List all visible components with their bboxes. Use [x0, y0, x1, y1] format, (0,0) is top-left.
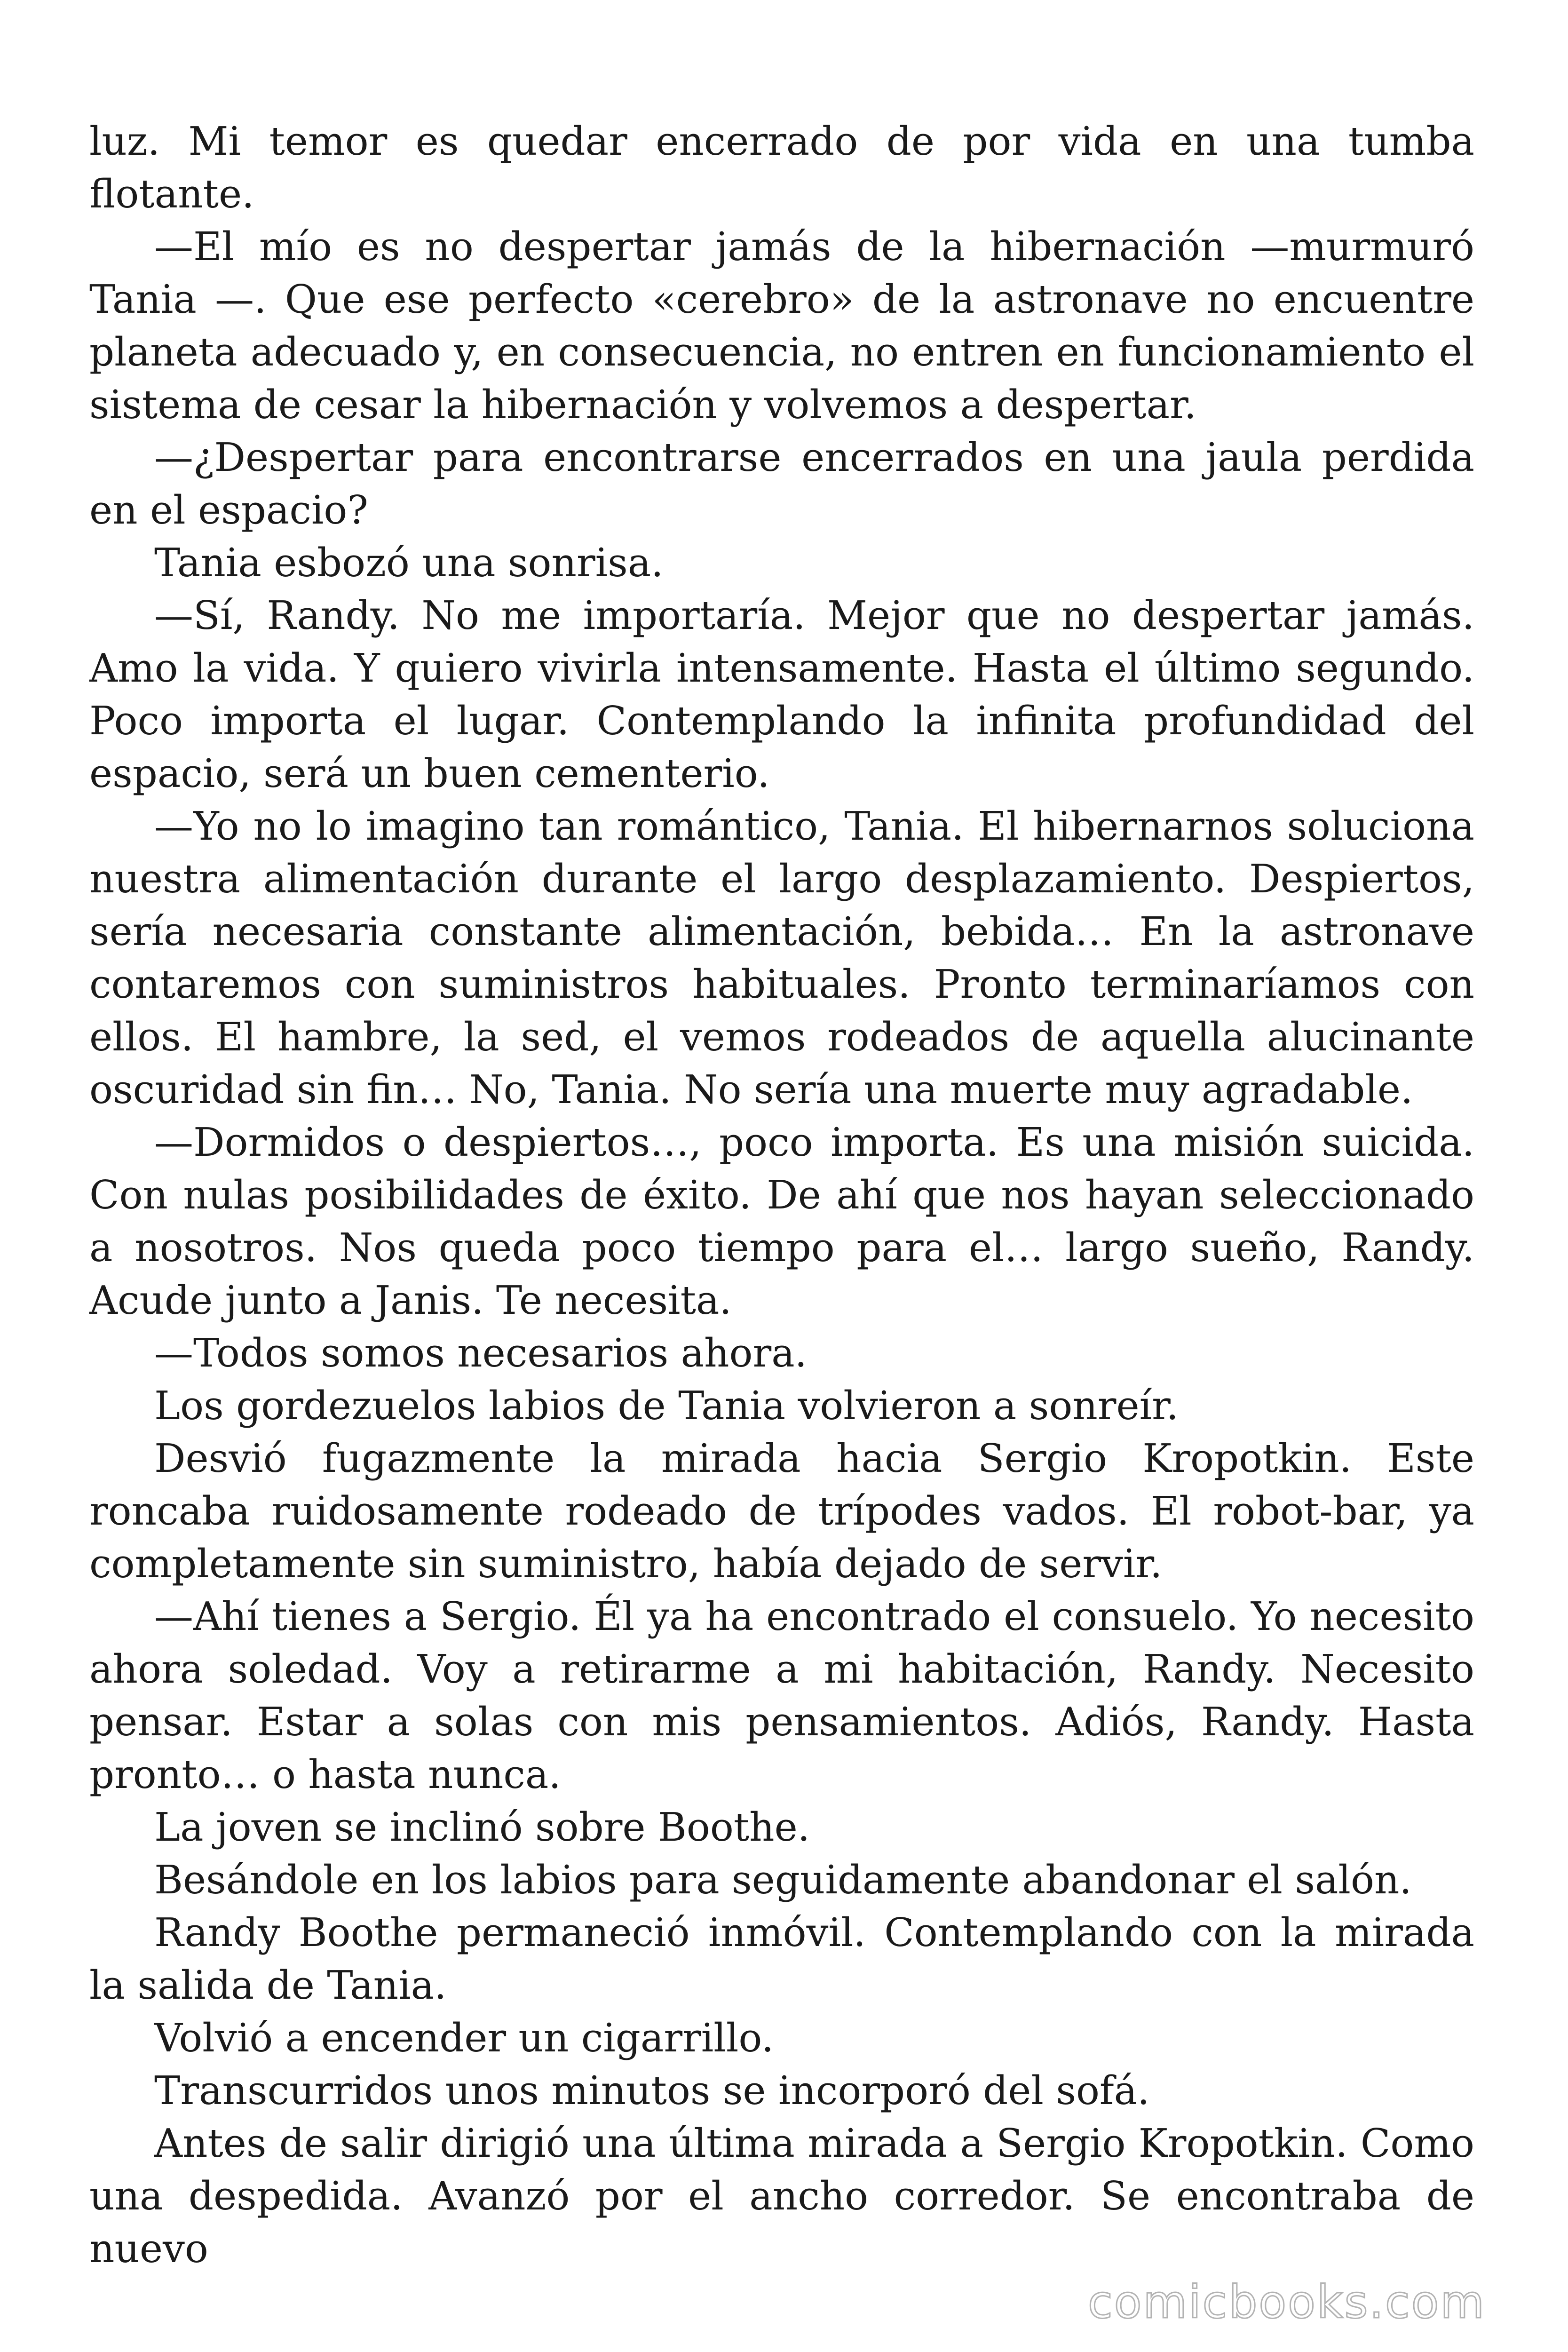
paragraph: Randy Boothe permaneció inmóvil. Contemplando con la mirada la salida de Tania.	[89, 1910, 1474, 2008]
paragraph: —Dormidos o despiertos…, poco importa. Es una misión suicida. Con nulas posibilidades de éxito. De ahí que nos hayan seleccionado a nosotros. Nos queda poco tiempo para el… largo sueño, Randy. Acude junto a Janis. Te necesita.	[89, 1120, 1474, 1323]
paragraph: —Yo no lo imagino tan romántico, Tania. El hibernarnos soluciona nuestra alimentación durante el largo desplazamiento. Despiertos, sería necesaria constante alimentación, bebida… En la astronave contaremos con suministros habituales. Pronto terminaríamos con ellos. El hambre, la sed, el vemos rodeados de aquella alucinante oscuridad sin fin… No, Tania. No sería una muerte muy agradable.	[89, 803, 1474, 1112]
paragraph: Desvió fugazmente la mirada hacia Sergio Kropotkin. Este roncaba ruidosamente rodeado de trípodes vados. El robot-bar, ya completamente sin suministro, había dejado de servir.	[89, 1436, 1474, 1587]
paragraph: —Todos somos necesarios ahora.	[154, 1330, 808, 1376]
paragraph: Los gordezuelos labios de Tania volvieron a sonreír.	[154, 1383, 1179, 1429]
paragraph: Transcurridos unos minutos se incorporó del sofá.	[154, 2068, 1150, 2114]
paragraph: La joven se inclinó sobre Boothe.	[154, 1804, 810, 1850]
paragraph: —Sí, Randy. No me importaría. Mejor que no despertar jamás. Amo la vida. Y quiero vivirla intensamente. Hasta el último segundo. Poco importa el lugar. Contemplando la infinita profundidad del espacio, será un buen cementerio.	[89, 593, 1474, 796]
paragraph: —El mío es no despertar jamás de la hibernación —murmuró Tania —. Que ese perfecto «cerebro» de la astronave no encuentre planeta adecuado y, en consecuencia, no entren en funcionamiento el sistema de cesar la hibernación y volvemos a despertar.	[89, 224, 1474, 428]
watermark: comicbooks.com	[1087, 2276, 1486, 2328]
paragraph: Volvió a encender un cigarrillo.	[154, 2015, 774, 2061]
paragraph: —Ahí tienes a Sergio. Él ya ha encontrado el consuelo. Yo necesito ahora soledad. Voy a retirarme a mi habitación, Randy. Necesito pensar. Estar a solas con mis pensamientos. Adiós, Randy. Hasta pronto… o hasta nunca.	[89, 1594, 1474, 1797]
paragraph: —¿Despertar para encontrarse encerrados en una jaula perdida en el espacio?	[89, 435, 1474, 533]
paragraph: Antes de salir dirigió una última mirada a Sergio Kropotkin. Como una despedida. Avanzó por el ancho corredor. Se encontraba de nuevo	[89, 2121, 1474, 2272]
paragraph: Besándole en los labios para seguidamente abandonar el salón.	[154, 1857, 1412, 1903]
body-text	[89, 115, 1474, 2275]
paragraph: Tania esbozó una sonrisa.	[154, 540, 664, 586]
paragraph-continuation: luz. Mi temor es quedar encerrado de por vida en una tumba flotante.	[89, 119, 1474, 217]
